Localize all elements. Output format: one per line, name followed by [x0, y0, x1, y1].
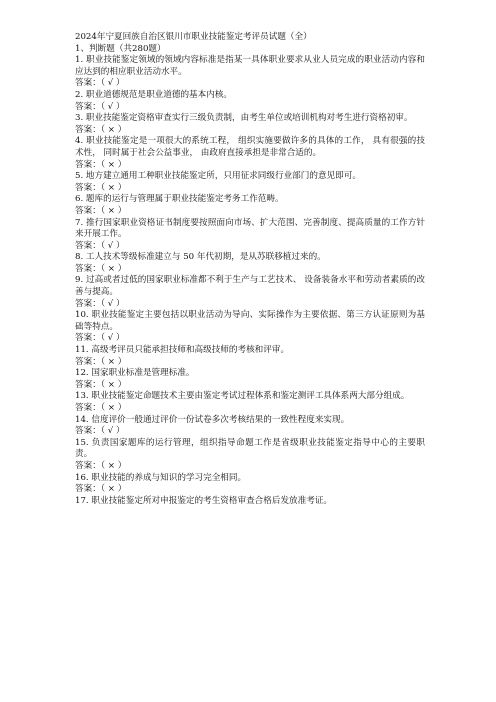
question-item	[75, 275, 425, 310]
question-text: 17. 职业技能鉴定所对申报鉴定的考生资格审查合格后发放准考证。	[75, 495, 333, 506]
answer-text: 答案：（ × ）	[75, 159, 127, 170]
question-text: 16. 职业技能的养成与知识的学习完全相同。	[75, 472, 247, 483]
answer-text: 答案：（ √ ）	[75, 298, 125, 309]
question-item	[75, 194, 425, 217]
answer-text: 答案：（ √ ）	[75, 426, 125, 437]
question-item	[75, 113, 425, 136]
answer-text: 答案：（ √ ）	[75, 240, 125, 251]
document-title: 2024年宁夏回族自治区银川市职业技能鉴定考评员试题（全）	[75, 32, 312, 42]
question-text: 7. 推行国家职业资格证书制度要按照面向市场、扩大范围、完善制度、提高质量的工作方针来开展工作。	[75, 217, 425, 240]
question-item	[75, 90, 425, 113]
question-text: 10. 职业技能鉴定主要包括以职业活动为导向、实际操作为主要依据、第三方认证原则为基础等特点。	[75, 310, 425, 332]
question-text: 13. 职业技能鉴定命题技术主要由鉴定考试过程体系和鉴定测评工具体系两大部分组成。	[75, 391, 410, 402]
question-item	[75, 218, 425, 253]
question-item	[75, 473, 425, 496]
question-text: 15. 负责国家题库的运行管理，组织指导命题工作是省级职业技能鉴定指导中心的主要职责。	[75, 437, 425, 460]
answer-text: 答案：（ × ）	[75, 356, 127, 367]
question-text: 4. 职业技能鉴定是一项很大的系统工程， 组织实施要做许多的具体的工作， 具有很强的技术性， 同时属于社会公益事业， 由政府直接承担是非常合适的。	[75, 136, 425, 158]
answer-text: 答案：（ √ ）	[75, 333, 125, 344]
question-item	[75, 415, 425, 438]
answer-text: 答案：（ × ）	[75, 379, 127, 390]
answer-text: 答案：（ × ）	[75, 460, 127, 471]
question-text: 14. 信度评价一般通过评价一份试卷多次考核结果的一致性程度来实现。	[75, 414, 350, 425]
question-text: 9. 过高或者过低的国家职业标准都不利于生产与工艺技术、 设备装备水平和劳动者素质的改善与提高。	[75, 275, 425, 298]
question-text: 11. 高级考评员只能承担技师和高级技师的考核和评审。	[75, 345, 290, 356]
answer-text: 答案：（ × ）	[75, 205, 127, 216]
question-item	[75, 496, 425, 508]
question-text: 12. 国家职业标准是管理标准。	[75, 368, 195, 379]
question-text: 5. 地方建立通用工种职业技能鉴定所，只用征求同级行业部门的意见即可。	[75, 171, 361, 182]
answer-text: 答案：（ × ）	[75, 182, 127, 193]
question-text: 8. 工人技术等级标准建立与 50 年代初期，是从苏联移植过来的。	[75, 252, 326, 263]
question-text: 3. 职业技能鉴定资格审查实行三级负责制，由考生单位或培训机构对考生进行资格初审。	[75, 113, 413, 124]
answer-text: 答案：（ √ ）	[75, 78, 125, 89]
answer-text: 答案：（ × ）	[75, 484, 127, 495]
section-heading: 1、判断题（共280题）	[75, 43, 166, 54]
answer-text: 答案：（ × ）	[75, 263, 127, 274]
document-page	[75, 32, 425, 507]
question-item	[75, 252, 425, 275]
answer-text: 答案：（ × ）	[75, 124, 127, 135]
question-text: 2. 职业道德规范是职业道德的基本内核。	[75, 89, 233, 100]
question-item	[75, 391, 425, 414]
question-item	[75, 171, 425, 194]
question-item	[75, 368, 425, 391]
question-text: 1. 职业技能鉴定领域的领域内容标准是指某一具体职业要求从业人员完成的职业活动内容和应达到的相应职业活动水平。	[75, 55, 425, 77]
question-item	[75, 438, 425, 473]
answer-text: 答案：（ √ ）	[75, 101, 125, 112]
question-item	[75, 310, 425, 345]
answer-text: 答案：（ × ）	[75, 403, 127, 413]
question-item	[75, 345, 425, 368]
question-item	[75, 136, 425, 171]
question-item	[75, 55, 425, 90]
question-text: 6. 题库的运行与管理属于职业技能鉴定考务工作范畴。	[75, 194, 284, 205]
